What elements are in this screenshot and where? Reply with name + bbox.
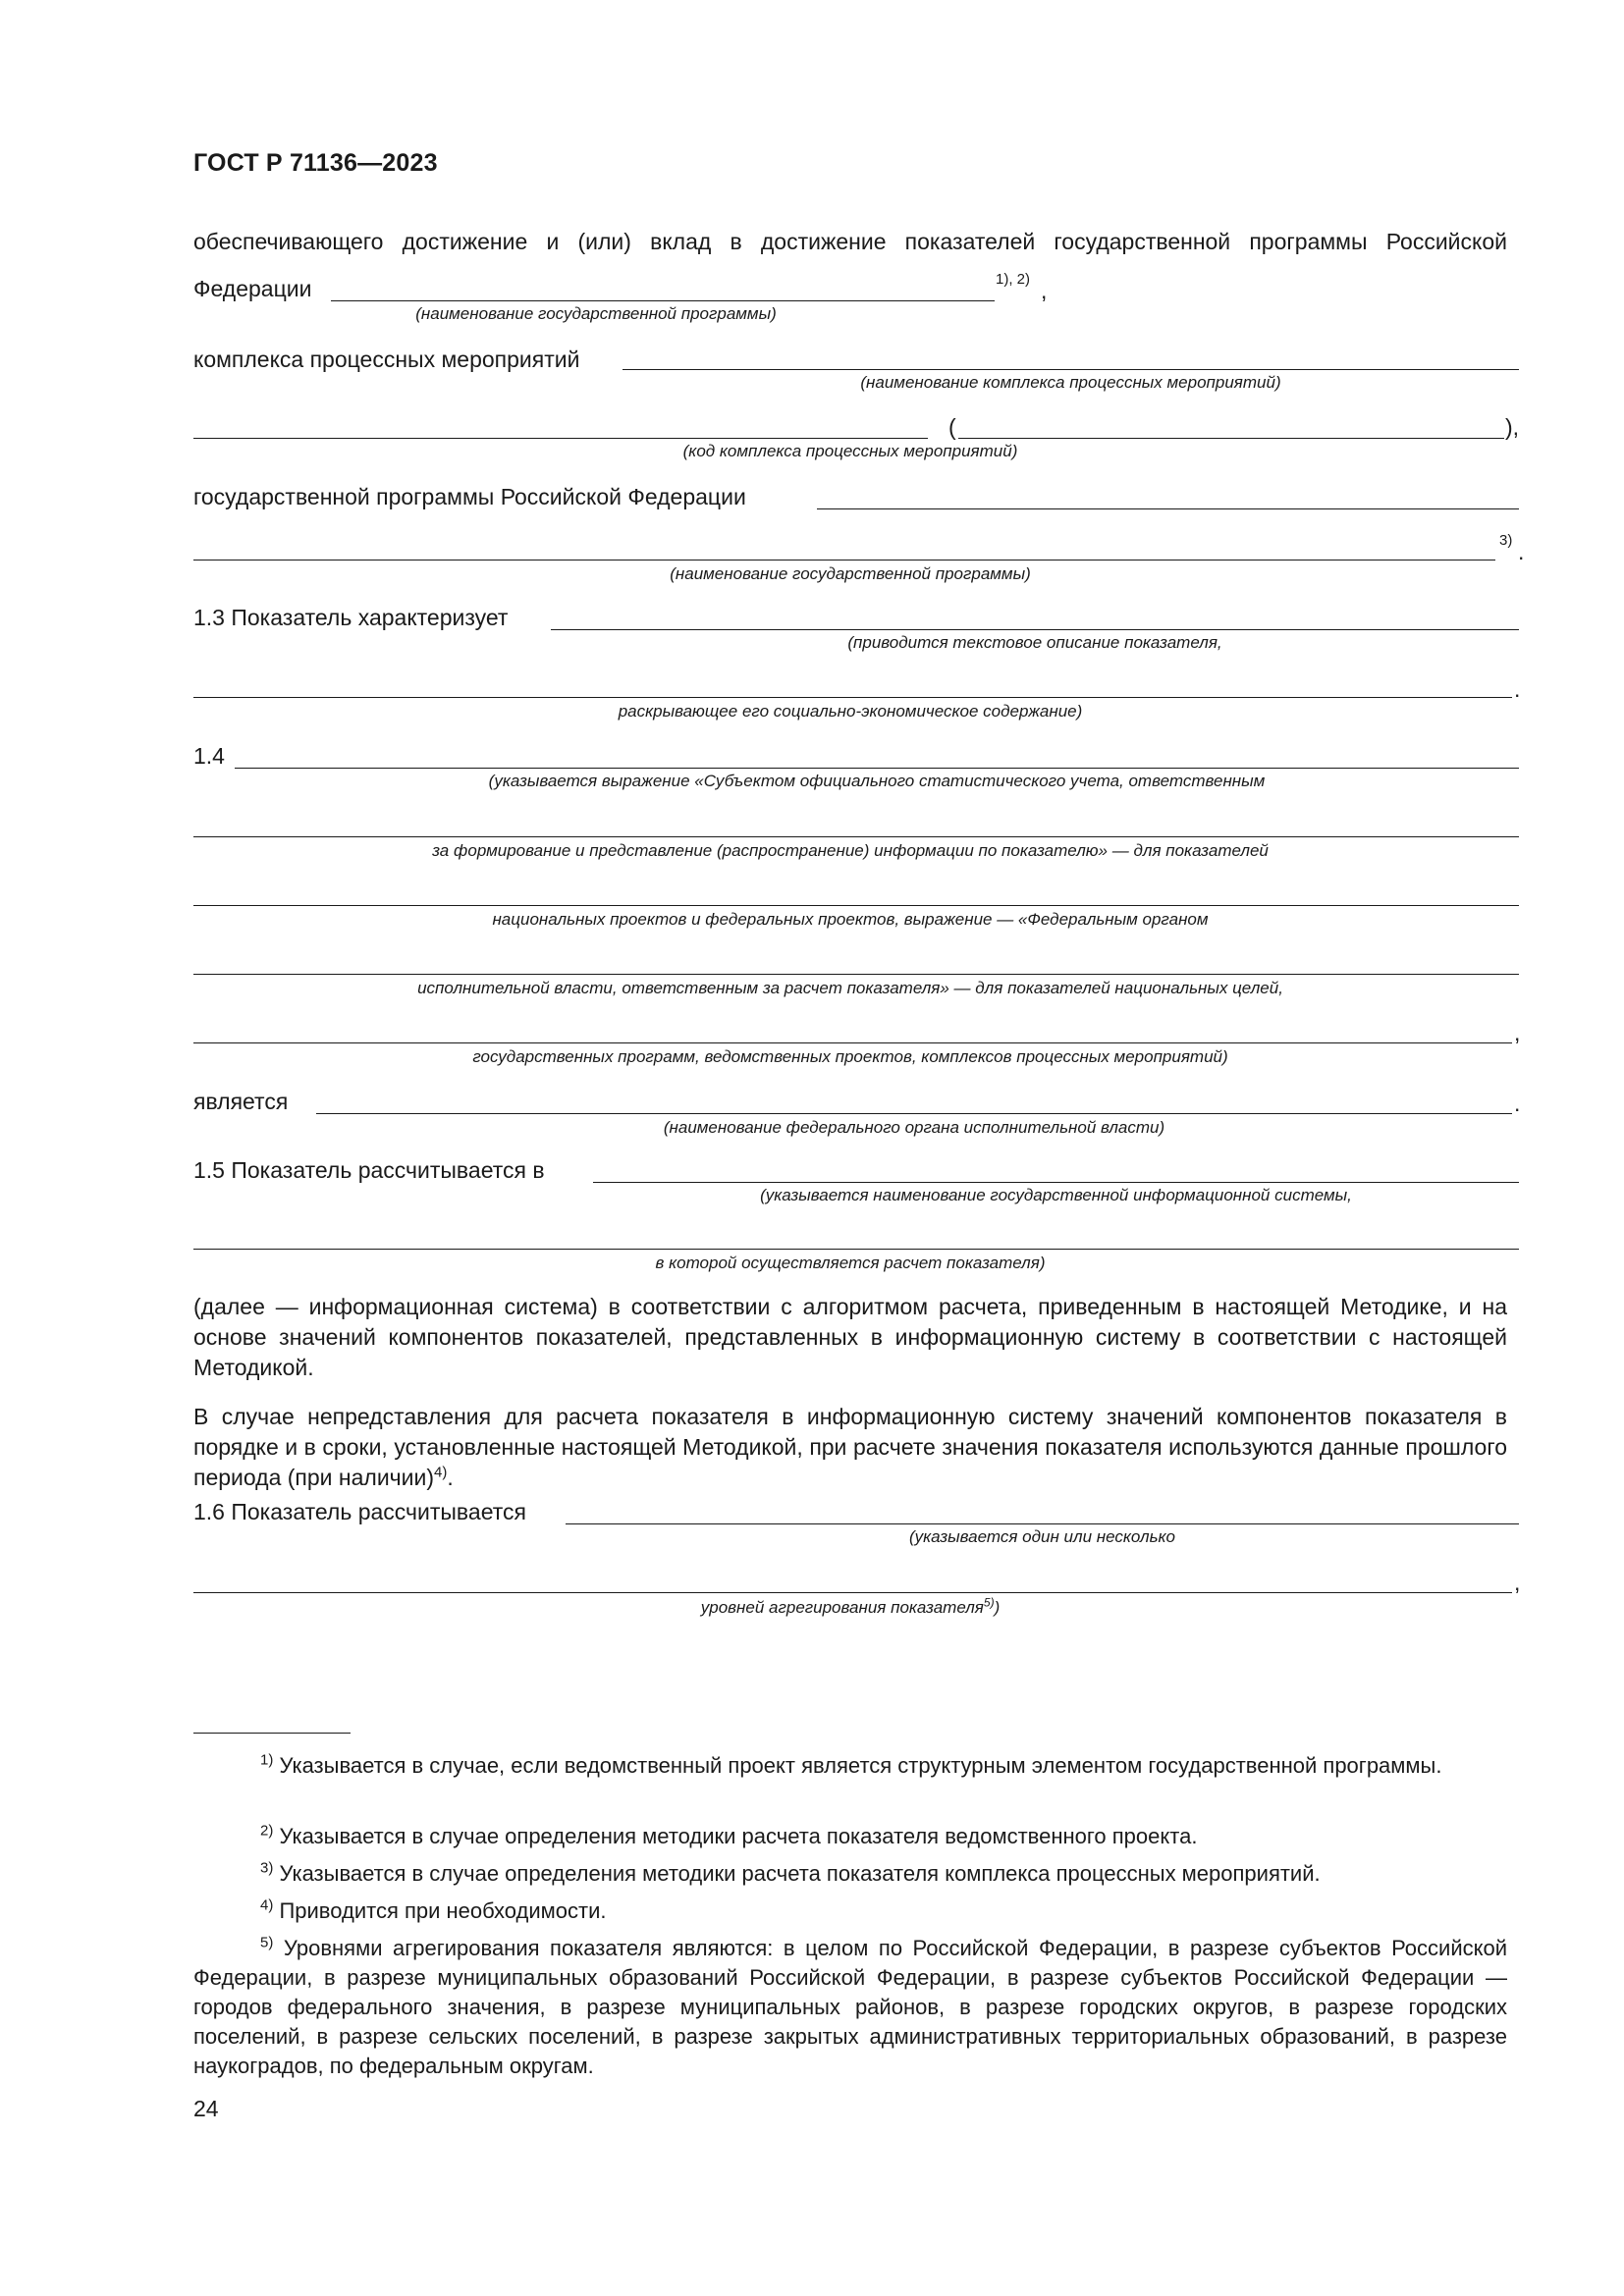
punct-period-is: . (1514, 1091, 1521, 1116)
caption-1-3-a: (приводится текстовое описание показателя, (847, 633, 1222, 652)
caption-1-4-b: за формирование и представление (распространение) информации по показателю» — для показателей (432, 841, 1269, 860)
fill-line-kpm-code (193, 438, 928, 439)
footnote-1-mark: 1) (260, 1751, 274, 1769)
footnote-1-text: Указывается в случае, если ведомственный проект является структурным элементом государственной программы. (279, 1753, 1442, 1778)
fill-line-1-4-b (193, 836, 1519, 837)
caption-is: (наименование федерального органа исполнительной власти) (663, 1118, 1165, 1137)
footnote-3-text: Указывается в случае определения методики расчета показателя комплекса процессных мероприятий. (279, 1861, 1321, 1886)
fill-line-1-4-c (193, 905, 1519, 906)
paragraph-missing-data-text: В случае непредставления для расчета показателя в информационную систему значений компонентов показателя в порядке и в сроки, установленные настоящей Методикой, при расчете значения показателя используются данные прошлого периода (при наличии) (193, 1404, 1507, 1490)
footnote-2 (193, 1822, 1507, 1851)
fill-line-1-5 (593, 1182, 1519, 1183)
fill-line-is (316, 1113, 1512, 1114)
fill-line-gp-cont (193, 560, 1495, 561)
caption-1-5-a: (указывается наименование государственной информационной системы, (760, 1186, 1352, 1204)
punct-period-1-3: . (1514, 676, 1521, 702)
fill-line-1-6 (566, 1523, 1519, 1524)
caption-1-6-b-text: уровней агрегирования показателя (700, 1598, 984, 1617)
footnote-ref-5: 5) (983, 1595, 995, 1610)
fill-line-1-4 (235, 768, 1519, 769)
footnote-4-text: Приводится при необходимости. (279, 1898, 607, 1923)
section-1-4-label: 1.4 (193, 743, 225, 769)
footnote-ref-3: 3) (1499, 532, 1513, 549)
caption-1-3-b: раскрывающее его социально-экономическое содержание) (618, 702, 1083, 721)
page-number: 24 (193, 2096, 219, 2121)
caption-gp-name-2: (наименование государственной программы) (670, 564, 1031, 583)
caption-1-5-b: в которой осуществляется расчет показателя) (655, 1254, 1046, 1272)
fill-line-gp (817, 508, 1519, 509)
caption-1-6-b-end: ) (994, 1598, 1001, 1617)
paragraph-missing-data (193, 1402, 1507, 1493)
footnote-5-mark: 5) (260, 1934, 274, 1951)
fill-line-1-6-b (193, 1592, 1512, 1593)
section-1-6-label: 1.6 Показатель рассчитывается (193, 1499, 526, 1524)
fill-line-1-3 (551, 629, 1519, 630)
caption-1-4-a: (указывается выражение «Субъектом официального статистического учета, ответственным (488, 772, 1266, 790)
section-1-3-label: 1.3 Показатель характеризует (193, 605, 509, 630)
caption-1-6-b (193, 1595, 1507, 1618)
footnote-ref-4: 4) (434, 1464, 448, 1481)
footnote-separator (193, 1733, 351, 1734)
label-federation: Федерации (193, 276, 312, 301)
footnote-4-mark: 4) (260, 1896, 274, 1914)
caption-1-4-d: исполнительной власти, ответственным за расчет показателя» — для показателей национальных целей, (417, 979, 1283, 997)
caption-kpm-code: (код комплекса процессных мероприятий) (682, 442, 1018, 460)
footnote-3 (193, 1859, 1507, 1889)
paren-open: ( (948, 414, 956, 440)
fill-line-1-5-b (193, 1249, 1519, 1250)
punct-comma: , (1041, 278, 1048, 303)
footnote-5-text: Уровнями агрегирования показателя являются: в целом по Российской Федерации, в разрезе субъектов Российской Федерации, в разрезе муниципальных образований Российской Федерации, в разрезе субъектов Российской Федерации — городов федерального значения, в разрезе муниципальных районов, в разрезе городских округов, в разрезе городских поселений, в разрезе сельских поселений, в разрезе закрытых административных территориальных образований, в разрезе наукоградов, по федеральным округам. (193, 1936, 1508, 2078)
form-text-row1: обеспечивающего достижение и (или) вклад в достижение показателей государственной программы Российской (193, 229, 1507, 254)
paren-close: ), (1505, 414, 1520, 440)
fill-line-gp-name (331, 300, 995, 301)
label-gp: государственной программы Российской Федерации (193, 484, 746, 509)
paragraph-missing-data-end: . (447, 1465, 454, 1490)
caption-gp-name-1: (наименование государственной программы) (415, 304, 777, 323)
fill-line-1-4-e (193, 1042, 1512, 1043)
caption-1-4-c: национальных проектов и федеральных проектов, выражение — «Федеральным органом (492, 910, 1209, 929)
label-is: является (193, 1089, 289, 1114)
punct-period: . (1518, 539, 1525, 564)
caption-kpm-name: (наименование комплекса процессных мероприятий) (860, 373, 1281, 392)
footnote-5 (193, 1934, 1507, 2081)
paragraph-info-system: (далее — информационная система) в соответствии с алгоритмом расчета, приведенным в настоящей Методике, и на основе значений компонентов показателей, представленных в информационную систему в соответствии с настоящей Методикой. (193, 1294, 1507, 1380)
page-header-title: ГОСТ Р 71136—2023 (193, 149, 438, 177)
footnote-ref-1-2: 1), 2) (996, 271, 1031, 288)
fill-line-kpm-name (623, 369, 1519, 370)
punct-comma-1-6: , (1514, 1570, 1521, 1595)
fill-line-1-4-d (193, 974, 1519, 975)
footnote-1 (193, 1751, 1507, 1781)
footnote-2-mark: 2) (260, 1822, 274, 1840)
footnote-2-text: Указывается в случае определения методики расчета показателя ведомственного проекта. (279, 1824, 1198, 1848)
fill-line-1-3-cont (193, 697, 1512, 698)
footnote-4 (193, 1896, 1507, 1926)
label-kpm: комплекса процессных мероприятий (193, 347, 580, 372)
section-1-5-label: 1.5 Показатель рассчитывается в (193, 1157, 545, 1183)
punct-comma-1-4: , (1514, 1020, 1521, 1045)
footnote-3-mark: 3) (260, 1859, 274, 1877)
fill-line-kpm-code-alt (958, 438, 1504, 439)
caption-1-4-e: государственных программ, ведомственных проектов, комплексов процессных мероприятий) (472, 1047, 1228, 1066)
caption-1-6-a: (указывается один или несколько (908, 1527, 1175, 1546)
